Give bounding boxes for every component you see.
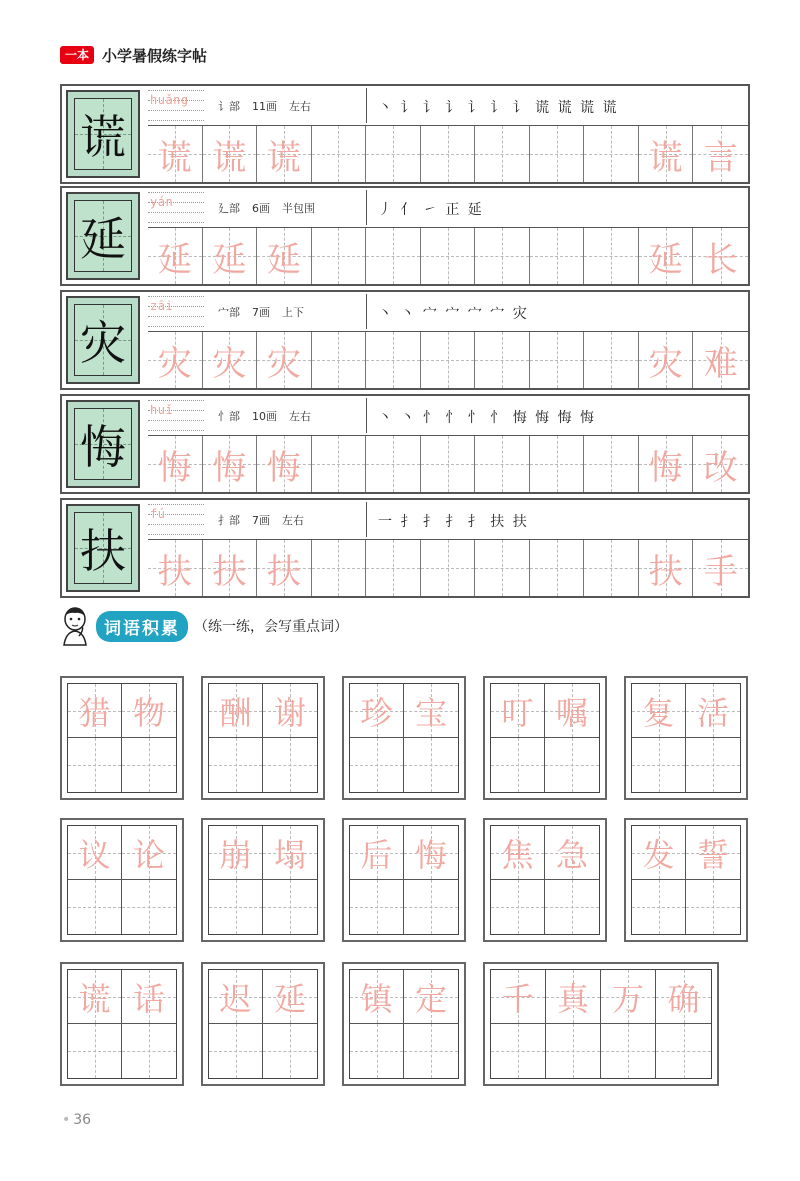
word-cell[interactable] [350,684,404,738]
word-trace-char: 叮 [501,693,534,732]
student-thinking-icon [58,606,92,646]
word-cell[interactable] [491,738,545,792]
word-cell[interactable] [122,1024,176,1078]
trace-char [421,228,475,284]
model-char-box [66,400,140,488]
trace-char: 言 [703,137,738,178]
stroke-order: 一 扌 扌 扌 扌 扶 扶 [378,514,529,530]
word-cell[interactable] [122,738,176,792]
model-char-box [66,504,140,592]
trace-char: 谎 [212,137,247,178]
writing-cell[interactable] [693,332,748,388]
writing-cell[interactable] [693,228,748,284]
trace-char [312,540,366,596]
trace-char [584,540,638,596]
word-practice-box [483,676,607,800]
word-trace-char: 真 [556,979,589,1018]
structure: 左右 [289,410,311,423]
word-trace-char: 定 [414,979,447,1018]
stroke-count: 11画 [252,100,277,113]
word-cell[interactable] [404,880,458,934]
writing-cell[interactable] [148,228,203,284]
writing-cell[interactable] [475,436,530,492]
word-practice-box [483,818,607,942]
writing-cell[interactable] [421,228,476,284]
stroke-count: 7画 [252,306,270,319]
word-cell[interactable] [404,738,458,792]
word-cell[interactable] [404,1024,458,1078]
pinyin-lines [148,90,204,122]
writing-cell[interactable] [312,126,367,182]
trace-char [530,126,584,182]
word-cell[interactable] [686,738,740,792]
model-char-box [66,90,140,178]
section-subtitle: （练一练，会写重点词） [194,619,348,635]
word-trace-char: 猎 [78,693,111,732]
trace-char [584,228,638,284]
word-trace-char: 话 [132,979,165,1018]
writing-cell[interactable] [475,126,530,182]
word-cell[interactable] [656,1024,711,1078]
trace-char: 悔 [157,447,192,488]
trace-char [475,436,529,492]
trace-char [312,126,366,182]
writing-cell[interactable] [475,228,530,284]
char-info [148,500,748,540]
page-number: • 36 [62,1112,91,1128]
word-cell[interactable] [546,1024,601,1078]
writing-cell[interactable] [366,228,421,284]
word-cell[interactable] [209,970,263,1024]
stroke-count: 7画 [252,514,270,527]
writing-cell[interactable] [530,436,585,492]
model-char: 扶 [80,524,126,578]
word-trace-char: 后 [360,835,393,874]
word-cell[interactable] [68,1024,122,1078]
structure: 左右 [282,514,304,527]
char-info [148,188,748,228]
trace-char: 延 [212,239,247,280]
writing-cell[interactable] [639,228,694,284]
word-cell[interactable] [686,880,740,934]
trace-char: 谎 [266,137,301,178]
word-cell[interactable] [656,970,711,1024]
word-cell[interactable] [545,880,599,934]
radical: 廴部 [218,202,240,215]
word-cell[interactable] [546,970,601,1024]
writing-cell[interactable] [639,436,694,492]
word-cell[interactable] [68,970,122,1024]
structure: 半包围 [282,202,315,215]
trace-char [530,436,584,492]
trace-char: 扶 [266,551,301,592]
word-trace-char: 谎 [78,979,111,1018]
word-cell[interactable] [122,826,176,880]
model-char: 延 [80,212,126,266]
trace-char [475,332,529,388]
writing-cell[interactable] [203,228,258,284]
model-char: 灾 [80,316,126,370]
trace-char [584,436,638,492]
writing-cell[interactable] [366,436,421,492]
word-cell[interactable] [632,738,686,792]
writing-grid [148,332,748,388]
trace-char: 扶 [157,551,192,592]
structure: 上下 [282,306,304,319]
writing-cell[interactable] [530,540,585,596]
word-cell[interactable] [545,738,599,792]
char-meta [218,512,316,528]
word-trace-char: 复 [642,693,675,732]
word-cell[interactable] [68,880,122,934]
word-cell[interactable] [491,880,545,934]
writing-cell[interactable] [148,126,203,182]
word-cell[interactable] [404,684,458,738]
word-trace-char: 悔 [414,835,447,874]
trace-char: 谎 [157,137,192,178]
char-meta [218,408,323,424]
pinyin: yán [150,195,174,209]
word-cell[interactable] [632,684,686,738]
writing-cell[interactable] [530,332,585,388]
trace-char [421,126,475,182]
writing-cell[interactable] [530,126,585,182]
pinyin: zāi [150,299,174,313]
writing-cell[interactable] [203,332,258,388]
series-badge: 一本 [60,46,94,64]
writing-cell[interactable] [257,228,312,284]
word-cell[interactable] [350,880,404,934]
writing-cell[interactable] [203,126,258,182]
writing-cell[interactable] [312,540,367,596]
trace-char: 延 [266,239,301,280]
word-trace-char: 活 [696,693,729,732]
trace-char: 难 [703,343,738,384]
writing-cell[interactable] [530,228,585,284]
word-cell[interactable] [404,826,458,880]
char-row [60,394,750,494]
word-cell[interactable] [263,684,317,738]
pinyin-lines [148,504,204,536]
char-info [148,292,748,332]
writing-cell[interactable] [584,332,639,388]
trace-char: 灾 [212,343,247,384]
writing-cell[interactable] [203,540,258,596]
word-cell[interactable] [209,880,263,934]
word-cell[interactable] [68,738,122,792]
trace-char [366,126,420,182]
char-row [60,84,750,184]
model-char: 悔 [80,420,126,474]
word-trace-char: 发 [642,835,675,874]
writing-cell[interactable] [421,436,476,492]
model-char-box [66,296,140,384]
word-cell[interactable] [209,1024,263,1078]
writing-cell[interactable] [257,540,312,596]
trace-char: 悔 [266,447,301,488]
page-header [60,44,207,66]
writing-cell[interactable] [421,540,476,596]
word-trace-char: 物 [132,693,165,732]
word-cell[interactable] [263,880,317,934]
pinyin-lines [148,400,204,432]
trace-char: 灾 [157,343,192,384]
writing-cell[interactable] [257,332,312,388]
word-cell[interactable] [209,684,263,738]
word-cell[interactable] [122,880,176,934]
word-practice-box [342,818,466,942]
writing-grid [148,126,748,182]
trace-char [475,540,529,596]
word-practice-box [624,818,748,942]
trace-char: 手 [703,551,738,592]
section-heading [58,604,348,648]
trace-char [584,332,638,388]
word-cell[interactable] [263,1024,317,1078]
word-practice-box [624,676,748,800]
book-title: 小学暑假练字帖 [102,46,208,65]
char-row [60,290,750,390]
char-meta [218,98,323,114]
word-cell[interactable] [68,684,122,738]
writing-cell[interactable] [148,436,203,492]
writing-cell[interactable] [148,540,203,596]
word-practice-box [201,676,325,800]
writing-grid [148,436,748,492]
word-cell[interactable] [545,684,599,738]
writing-cell[interactable] [203,436,258,492]
word-cell[interactable] [350,970,404,1024]
writing-cell[interactable] [312,436,367,492]
trace-char: 悔 [212,447,247,488]
writing-cell[interactable] [475,332,530,388]
pinyin-lines [148,192,204,224]
writing-cell[interactable] [148,332,203,388]
writing-cell[interactable] [421,332,476,388]
writing-cell[interactable] [366,332,421,388]
word-trace-char: 塌 [273,835,306,874]
pinyin: fú [150,507,166,521]
word-cell[interactable] [209,826,263,880]
writing-cell[interactable] [366,540,421,596]
radical: 扌部 [218,514,240,527]
word-cell[interactable] [263,826,317,880]
trace-char: 悔 [648,447,683,488]
writing-cell[interactable] [639,126,694,182]
word-trace-char: 酬 [219,693,252,732]
trace-char [312,436,366,492]
word-cell[interactable] [122,684,176,738]
writing-grid [148,540,748,596]
trace-char [421,540,475,596]
trace-char [312,228,366,284]
word-cell[interactable] [491,1024,546,1078]
trace-char [366,436,420,492]
char-row [60,186,750,286]
radical: 宀部 [218,306,240,319]
word-cell[interactable] [601,1024,656,1078]
word-trace-char: 宝 [414,693,447,732]
word-practice-box [60,962,184,1086]
word-practice-box [201,962,325,1086]
trace-char [584,126,638,182]
word-cell[interactable] [68,826,122,880]
trace-char [366,540,420,596]
stroke-order: 丶 丶 宀 宀 宀 宀 灾 [378,306,529,322]
stroke-order: 丶 丶 忄 忄 忄 忄 悔 悔 悔 悔 [378,410,597,426]
trace-char: 谎 [648,137,683,178]
writing-cell[interactable] [475,540,530,596]
word-trace-char: 镇 [360,979,393,1018]
writing-cell[interactable] [312,332,367,388]
trace-char [366,228,420,284]
word-cell[interactable] [209,738,263,792]
trace-char [366,332,420,388]
word-cell[interactable] [404,970,458,1024]
trace-char [421,436,475,492]
trace-char [475,126,529,182]
trace-char: 改 [703,447,738,488]
trace-char [530,332,584,388]
word-trace-char: 议 [78,835,111,874]
word-trace-char: 万 [611,979,644,1018]
structure: 左右 [289,100,311,113]
section-title: 词语积累 [96,611,188,642]
word-trace-char: 千 [501,979,534,1018]
radical: 忄部 [218,410,240,423]
word-trace-char: 崩 [219,835,252,874]
trace-char [312,332,366,388]
writing-cell[interactable] [693,436,748,492]
char-info [148,396,748,436]
trace-char: 扶 [212,551,247,592]
pinyin-lines [148,296,204,328]
writing-cell[interactable] [257,436,312,492]
word-cell[interactable] [545,826,599,880]
word-cell[interactable] [263,970,317,1024]
trace-char: 延 [648,239,683,280]
stroke-count: 6画 [252,202,270,215]
word-cell[interactable] [350,826,404,880]
trace-char: 扶 [648,551,683,592]
trace-char [530,228,584,284]
trace-char: 灾 [648,343,683,384]
writing-cell[interactable] [257,126,312,182]
writing-cell[interactable] [584,436,639,492]
word-cell[interactable] [491,970,546,1024]
writing-cell[interactable] [312,228,367,284]
pinyin: huǎng [150,93,189,107]
word-practice-box [342,962,466,1086]
word-trace-char: 迟 [219,979,252,1018]
trace-char [475,228,529,284]
writing-cell[interactable] [639,332,694,388]
model-char: 谎 [80,110,126,164]
word-practice-box [483,962,719,1086]
word-practice-box [60,676,184,800]
writing-cell[interactable] [693,540,748,596]
word-practice-box [201,818,325,942]
word-trace-char: 急 [555,835,588,874]
word-cell[interactable] [122,970,176,1024]
word-trace-char: 谢 [273,693,306,732]
char-info [148,86,748,126]
word-trace-char: 论 [132,835,165,874]
trace-char [530,540,584,596]
word-cell[interactable] [491,684,545,738]
word-cell[interactable] [686,684,740,738]
writing-cell[interactable] [421,126,476,182]
trace-char: 长 [703,239,738,280]
word-trace-char: 确 [667,979,700,1018]
word-cell[interactable] [686,826,740,880]
word-cell[interactable] [632,826,686,880]
word-cell[interactable] [350,738,404,792]
trace-char: 灾 [266,343,301,384]
writing-cell[interactable] [639,540,694,596]
word-trace-char: 嘱 [555,693,588,732]
char-row [60,498,750,598]
trace-char [421,332,475,388]
writing-cell[interactable] [366,126,421,182]
writing-cell[interactable] [693,126,748,182]
writing-cell[interactable] [584,228,639,284]
word-trace-char: 焦 [501,835,534,874]
trace-char: 延 [157,239,192,280]
char-meta [218,304,316,320]
word-practice-box [60,818,184,942]
pinyin: huǐ [150,403,174,417]
word-cell[interactable] [491,826,545,880]
stroke-count: 10画 [252,410,277,423]
writing-grid [148,228,748,284]
writing-cell[interactable] [584,126,639,182]
stroke-order: 丿 亻 ㇀ 正 延 [378,202,484,218]
radical: 讠部 [218,100,240,113]
word-cell[interactable] [632,880,686,934]
word-cell[interactable] [601,970,656,1024]
char-meta [218,200,327,216]
word-trace-char: 延 [273,979,306,1018]
word-cell[interactable] [263,738,317,792]
word-trace-char: 誓 [696,835,729,874]
word-trace-char: 珍 [360,693,393,732]
writing-cell[interactable] [584,540,639,596]
model-char-box [66,192,140,280]
stroke-order: 丶 讠 讠 讠 讠 讠 讠 谎 谎 谎 谎 [378,100,619,116]
word-practice-box [342,676,466,800]
word-cell[interactable] [350,1024,404,1078]
